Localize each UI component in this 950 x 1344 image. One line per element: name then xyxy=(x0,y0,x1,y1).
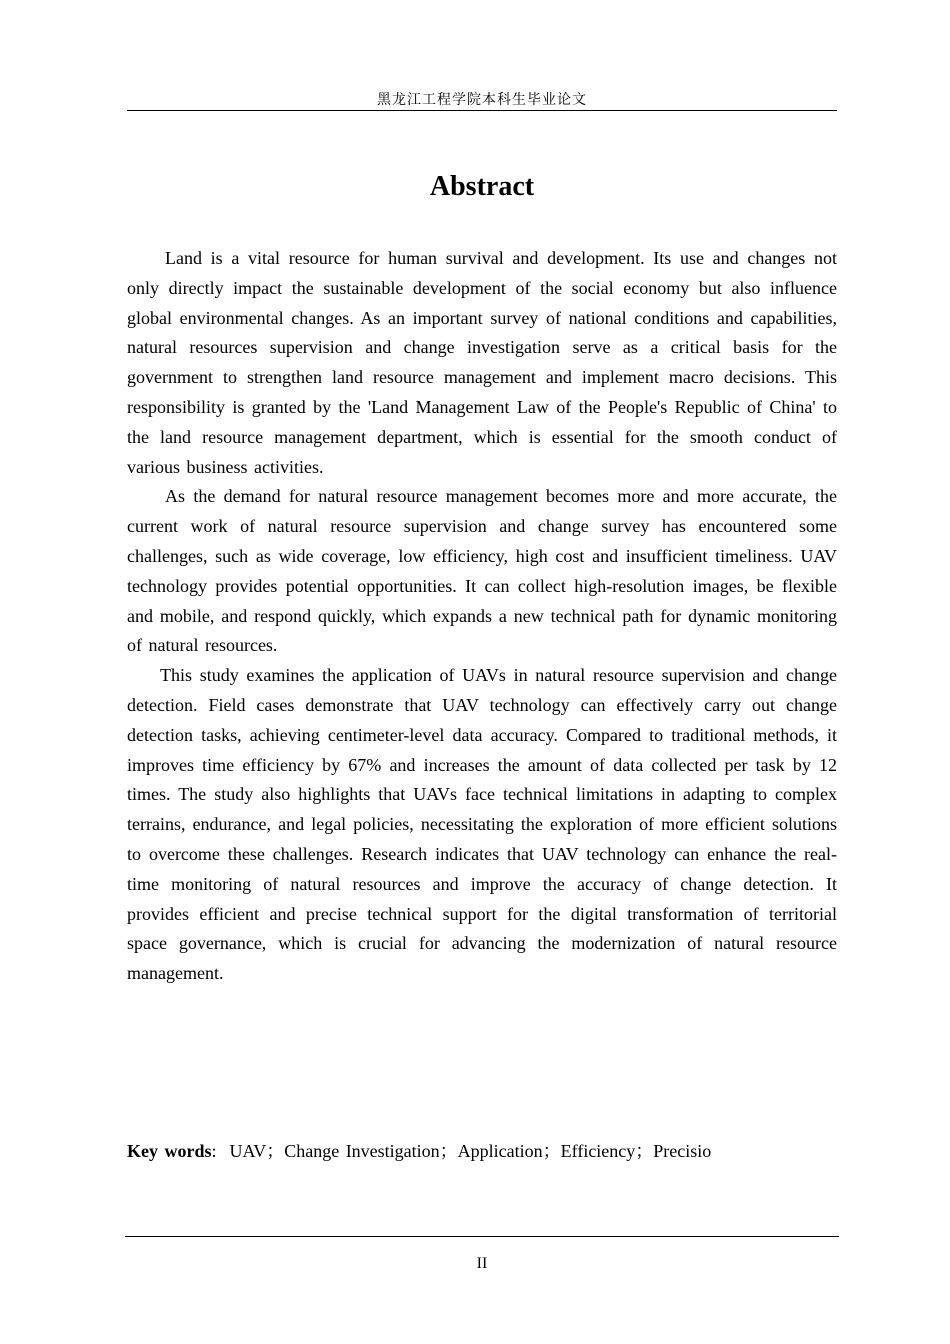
keyword-item: UAV xyxy=(229,1141,267,1161)
abstract-paragraph-2: As the demand for natural resource management becomes more and more accurate, the current work of natural resource supervision and change survey has encountered some challenges, such as wide coverage, low efficiency, high cost and insufficient timeliness. UAV technology provides potential opportunities. It can collect high-resolution images, be flexible and mobile, and respond quickly, which expands a new technical path for dynamic monitoring of natural resources. xyxy=(127,486,837,656)
abstract-paragraph-3: This study examines the application of UAVs in natural resource supervision and change detection. Field cases demonstrate that UAV technology can effectively carry out change detection tasks, achieving centimeter-level data accuracy. Compared to traditional methods, it improves time efficiency by 67% and increases the amount of data collected per task by 12 times. The study also highlights that UAVs face technical limitations in adapting to complex terrains, endurance, and legal policies, necessitating the exploration of more efficient solutions to overcome these challenges. Research indicates that UAV technology can enhance the real-time monitoring of natural resources and improve the accuracy of change detection. It provides efficient and precise technical support for the digital transformation of territorial space governance, which is crucial for advancing the modernization of natural resource management. xyxy=(127,665,837,984)
page-header: 黑龙江工程学院本科生毕业论文 xyxy=(377,92,587,108)
keywords-line xyxy=(127,1137,837,1165)
keyword-separator: ； xyxy=(542,1141,561,1161)
abstract-title: Abstract xyxy=(429,171,535,202)
page-number: II xyxy=(476,1255,488,1272)
footer-divider xyxy=(125,1236,839,1237)
abstract-body xyxy=(127,244,837,989)
keyword-item: Efficiency xyxy=(560,1141,636,1161)
keywords-label-colon: : xyxy=(211,1141,217,1161)
keyword-separator: ； xyxy=(266,1141,285,1161)
keywords-label: Key words xyxy=(127,1141,212,1161)
keyword-item: Application xyxy=(457,1141,543,1161)
abstract-paragraph-1: Land is a vital resource for human survival and development. Its use and changes not only directly impact the sustainable development of the social economy but also influence global environmental changes. As an important survey of national conditions and capabilities, natural resources supervision and change investigation serve as a critical basis for the government to strengthen land resource management and implement macro decisions. This responsibility is granted by the 'Land Management Law of the People's Republic of China' to the land resource management department, which is essential for the smooth conduct of various business activities. xyxy=(127,248,837,477)
keyword-separator: ； xyxy=(635,1141,654,1161)
keyword-item: Precisio xyxy=(653,1141,712,1161)
keyword-separator: ； xyxy=(439,1141,458,1161)
header-divider xyxy=(127,110,837,111)
keyword-item: Change Investigation xyxy=(284,1141,440,1161)
